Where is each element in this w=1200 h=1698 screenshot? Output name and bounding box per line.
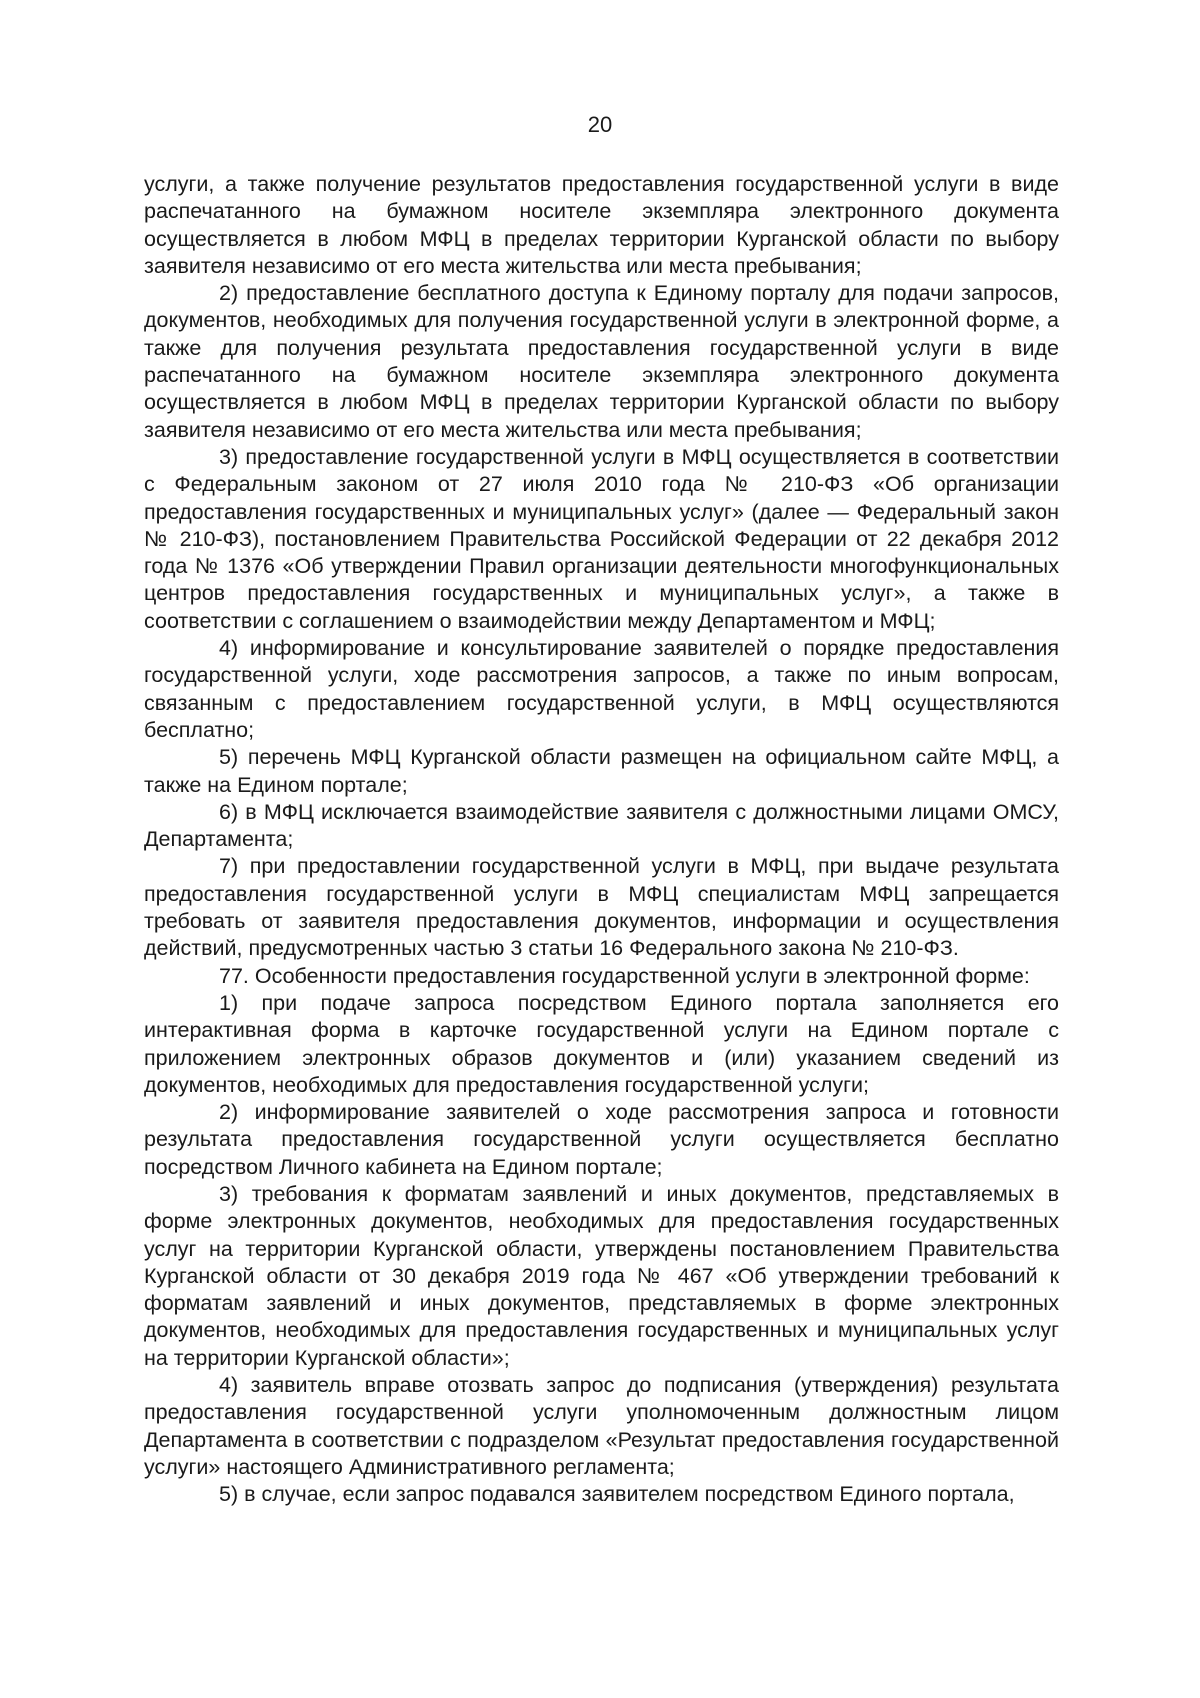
- paragraph-item-2: 2) предоставление бесплатного доступа к Единому порталу для подачи запросов, документов, необходимых для получения государственной услуги в электронной форме, а также для получения результата предоставления государственной услуги в виде распечатанного на бумажном носителе экземпляра электронного документа осуществляется в любом МФЦ в пределах территории Курганской области по выбору заявителя независимо от его места жительства или места пребывания;: [144, 281, 1059, 442]
- paragraph-item-6: 6) в МФЦ исключается взаимодействие заявителя с должностными лицами ОМСУ, Департамента;: [144, 799, 1059, 852]
- paragraph-item-3: 3) предоставление государственной услуги в МФЦ осуществляется в соответствии с Федеральным законом от 27 июля 2010 года № 210-ФЗ «Об организации предоставления государственных и муниципальных услуг» (далее — Федеральный закон № 210-ФЗ), постановлением Правительства Российской Федерации от 22 декабря 2012 года № 1376 «Об утверждении Правил организации деятельности многофункциональных центров предоставления государственных и муниципальных услуг», а также в соответствии с соглашением о взаимодействии между Департаментом и МФЦ;: [144, 444, 1059, 633]
- paragraph-77-item-4: 4) заявитель вправе отозвать запрос до подписания (утверждения) результата предоставления государственной услуги уполномоченным должностным лицом Департамента в соответствии с подразделом «Результат предоставления государственной услуги» настоящего Административного регламента;: [144, 1373, 1059, 1479]
- paragraph-item-5: 5) перечень МФЦ Курганской области размещен на официальном сайте МФЦ, а также на Едином портале;: [144, 745, 1059, 797]
- document-body: [144, 171, 1059, 1509]
- paragraph-77-item-2: 2) информирование заявителей о ходе рассмотрения запроса и готовности результата предоставления государственной услуги осуществляется бесплатно посредством Личного кабинета на Едином портале;: [144, 1100, 1059, 1179]
- paragraph-continuation: услуги, а также получение результатов предоставления государственной услуги в виде распечатанного на бумажном носителе экземпляра электронного документа осуществляется в любом МФЦ в пределах территории Курганской области по выбору заявителя независимо от его места жительства или места пребывания;: [144, 172, 1059, 278]
- paragraph-77-item-3: 3) требования к форматам заявлений и иных документов, представляемых в форме электронных документов, необходимых для предоставления государственных услуг на территории Курганской области, утверждены постановлением Правительства Курганской области от 30 декабря 2019 года № 467 «Об утверждении требований к форматам заявлений и иных документов, представляемых в форме электронных документов, необходимых для предоставления государственных и муниципальных услуг на территории Курганской области»;: [144, 1181, 1059, 1370]
- page-number: 20: [587, 112, 613, 137]
- paragraph-77-item-1: 1) при подаче запроса посредством Единого портала заполняется его интерактивная форма в карточке государственной услуги на Едином портале с приложением электронных образов документов и (или) указанием сведений из документов, необходимых для предоставления государственной услуги;: [144, 990, 1059, 1097]
- paragraph-item-4: 4) информирование и консультирование заявителей о порядке предоставления государственной услуги, ходе рассмотрения запросов, а также по иным вопросам, связанным с предоставлением государственной услуги, в МФЦ осуществляются бесплатно;: [144, 636, 1059, 742]
- paragraph-77-item-5: 5) в случае, если запрос подавался заявителем посредством Единого портала,: [219, 1482, 1015, 1507]
- paragraph-item-7: 7) при предоставлении государственной услуги в МФЦ, при выдаче результата предоставления государственной услуги в МФЦ специалистам МФЦ запрещается требовать от заявителя предоставления документов, информации и осуществления действий, предусмотренных частью 3 статьи 16 Федерального закона № 210-ФЗ.: [144, 854, 1059, 961]
- section-77-heading: 77. Особенности предоставления государственной услуги в электронной форме:: [219, 963, 1030, 988]
